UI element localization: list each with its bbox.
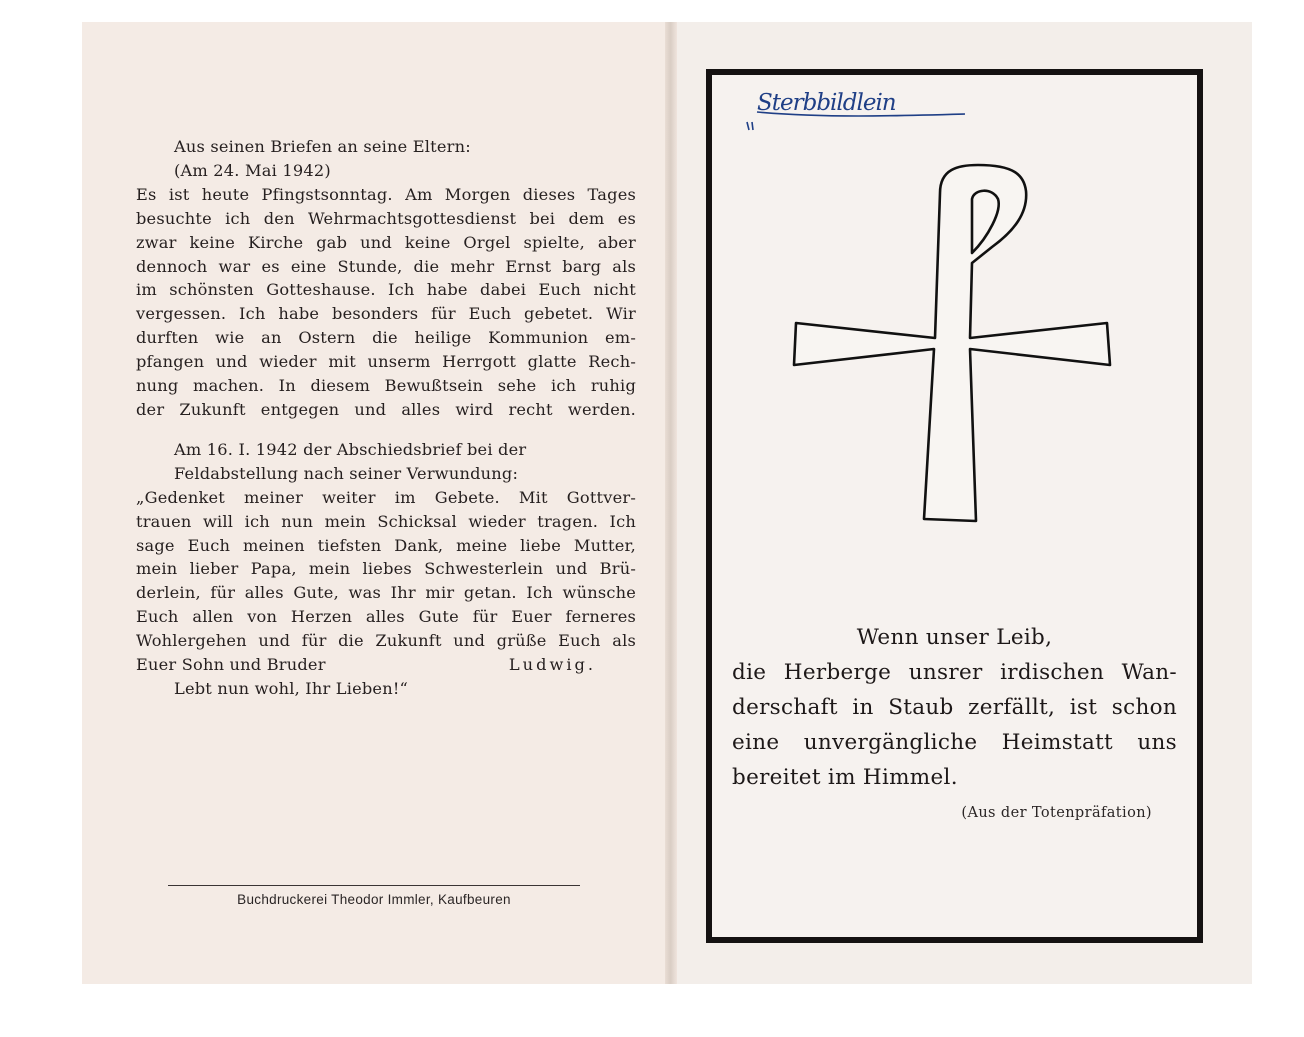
letter2-line: Euch allen von Herzen alles Gute für Euer ferneres <box>136 607 636 627</box>
card-fold <box>665 22 677 984</box>
letter1-date: (Am 24. Mai 1942) <box>174 160 331 180</box>
letter2-line: „Gedenket meiner weiter im Gebete. Mit Gottver- <box>136 487 636 507</box>
letter1-line: zwar keine Kirche gab und keine Orgel spielte, aber <box>136 232 636 252</box>
letter1-line: im schönsten Gotteshause. Ich habe dabei Euch nicht <box>136 280 636 300</box>
letter2-line: Wohlergehen und für die Zukunft und grüße Euch als <box>136 631 636 651</box>
letters-text <box>136 135 636 701</box>
letter2-line: trauen will ich nun mein Schicksal wieder tragen. Ich <box>136 511 636 531</box>
letter1-line: nung machen. In diesem Bewußtsein sehe ich ruhig <box>136 376 636 396</box>
poem-line: die Herberge unsrer irdischen Wan- <box>732 660 1177 685</box>
closing-row <box>136 653 636 677</box>
chi-rho-cross-icon <box>792 163 1112 533</box>
poem <box>732 620 1177 795</box>
letter2-line: mein lieber Papa, mein liebes Schwesterlein und Brü- <box>136 559 636 579</box>
closing-text: Euer Sohn und Bruder <box>136 655 326 675</box>
mourning-frame <box>706 69 1203 943</box>
letter2-intro: Am 16. I. 1942 der Abschiedsbrief bei der <box>174 439 527 459</box>
right-page <box>677 22 1252 984</box>
handwritten-note: Sterbbildlein <box>757 90 896 116</box>
poem-source: (Aus der Totenpräfation) <box>961 805 1152 821</box>
letter2-line: sage Euch meinen tiefsten Dank, meine liebe Mutter, <box>136 535 636 555</box>
poem-line: Wenn unser Leib, <box>856 625 1053 650</box>
letter1-line: vergessen. Ich habe besonders für Euch gebetet. Wir <box>136 304 636 324</box>
letter2-intro: Feldabstellung nach seiner Verwundung: <box>174 463 519 483</box>
letter1-line: der Zukunft entgegen und alles wird recht werden. <box>136 399 636 419</box>
letter1-line: besuchte ich den Wehrmachtsgottesdienst bei dem es <box>136 208 636 228</box>
poem-line: eine unvergängliche Heimstatt uns <box>732 730 1177 755</box>
memorial-card <box>82 22 1252 984</box>
letter1-line: pfangen und wieder mit unserm Herrgott glatte Rech- <box>136 352 636 372</box>
farewell-line: Lebt nun wohl, Ihr Lieben!“ <box>174 678 409 698</box>
poem-line: bereitet im Himmel. <box>732 765 958 790</box>
letter1-line: Es ist heute Pfingstsonntag. Am Morgen dieses Tages <box>136 184 636 204</box>
letter1-intro: Aus seinen Briefen an seine Eltern: <box>174 137 471 156</box>
signature-name: Ludwig. <box>508 655 596 675</box>
letter1-line: durften wie an Ostern die heilige Kommunion em- <box>136 328 636 348</box>
printer-credit: Buchdruckerei Theodor Immler, Kaufbeuren <box>237 892 511 907</box>
letter1-line: dennoch war es eine Stunde, die mehr Ernst barg als <box>136 256 636 276</box>
underline-icon <box>743 108 973 138</box>
printer-divider <box>168 885 580 886</box>
left-page <box>82 22 665 984</box>
poem-line: derschaft in Staub zerfällt, ist schon <box>732 695 1177 720</box>
letter2-line: derlein, für alles Gute, was Ihr mir getan. Ich wünsche <box>136 583 636 603</box>
